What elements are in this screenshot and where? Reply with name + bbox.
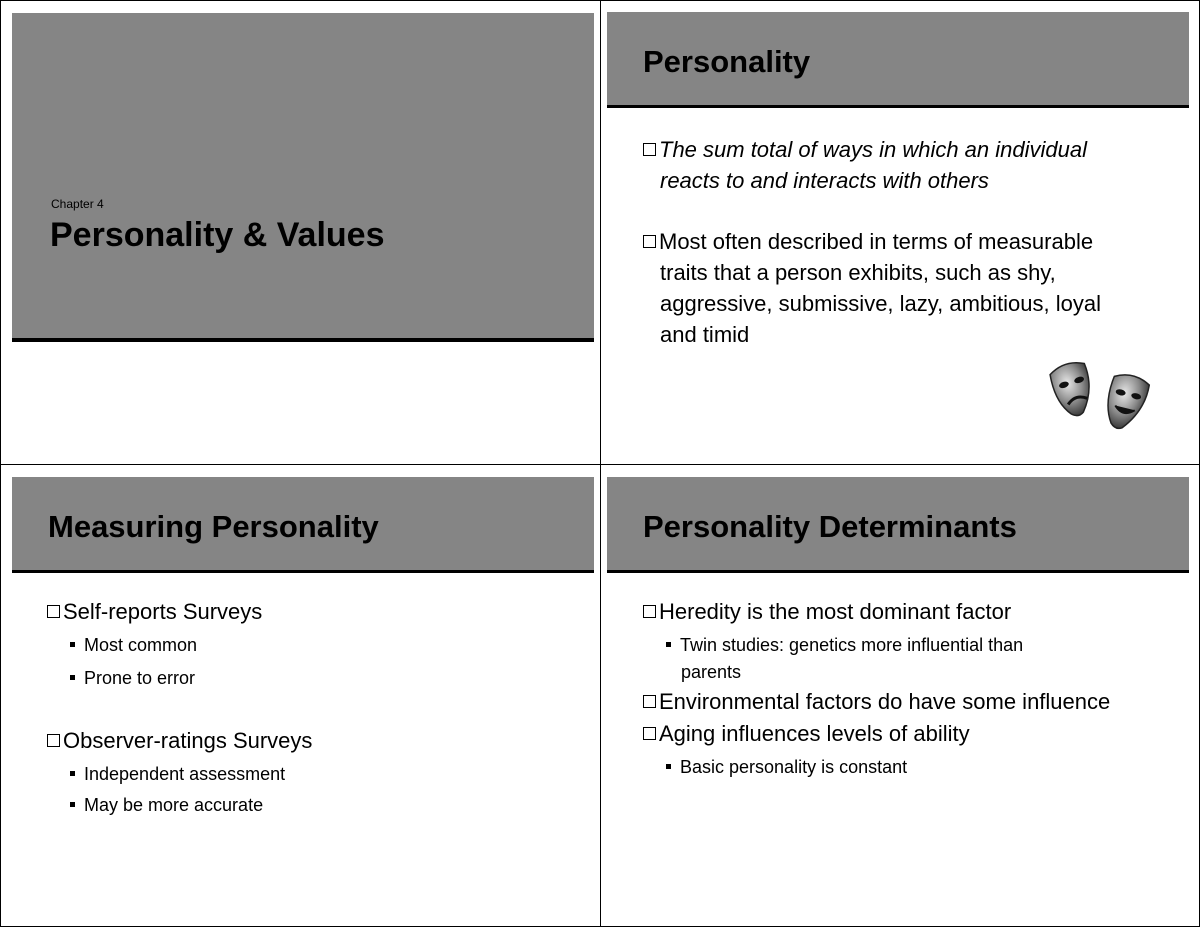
bullet-definition-cont: reacts to and interacts with others (660, 168, 989, 193)
bullet-traits-line3: aggressive, submissive, lazy, ambitious, loyal (660, 291, 1101, 316)
sub-bullet: Basic personality is constant (666, 754, 907, 781)
bullet-traits-line2: traits that a person exhibits, such as shy, (660, 260, 1056, 285)
slide-title: Personality (643, 44, 811, 79)
sub-bullet: Independent assessment (70, 761, 285, 788)
sub-bullet: May be more accurate (70, 792, 263, 819)
slide-title: Measuring Personality (48, 509, 379, 544)
bullet-self-reports: Self-reports Surveys (47, 596, 262, 627)
sub-bullet: Twin studies: genetics more influential than (666, 632, 1023, 659)
bullet-traits: Most often described in terms of measurable (643, 226, 1093, 257)
sub-bullet: Most common (70, 632, 197, 659)
bullet-definition: The sum total of ways in which an individual (643, 134, 1087, 165)
bullet-traits-line4: and timid (660, 322, 750, 347)
bullet-observer-ratings: Observer-ratings Surveys (47, 725, 312, 756)
presentation-title: Personality & Values (50, 216, 385, 254)
bullet-aging: Aging influences levels of ability (643, 718, 970, 749)
sub-bullet: Prone to error (70, 665, 195, 692)
bullet-heredity: Heredity is the most dominant factor (643, 596, 1011, 627)
slide-title: Personality Determinants (643, 509, 1017, 544)
bullet-environment: Environmental factors do have some influence (643, 686, 1110, 717)
chapter-label: Chapter 4 (51, 197, 104, 211)
sub-bullet-cont: parents (681, 662, 742, 682)
